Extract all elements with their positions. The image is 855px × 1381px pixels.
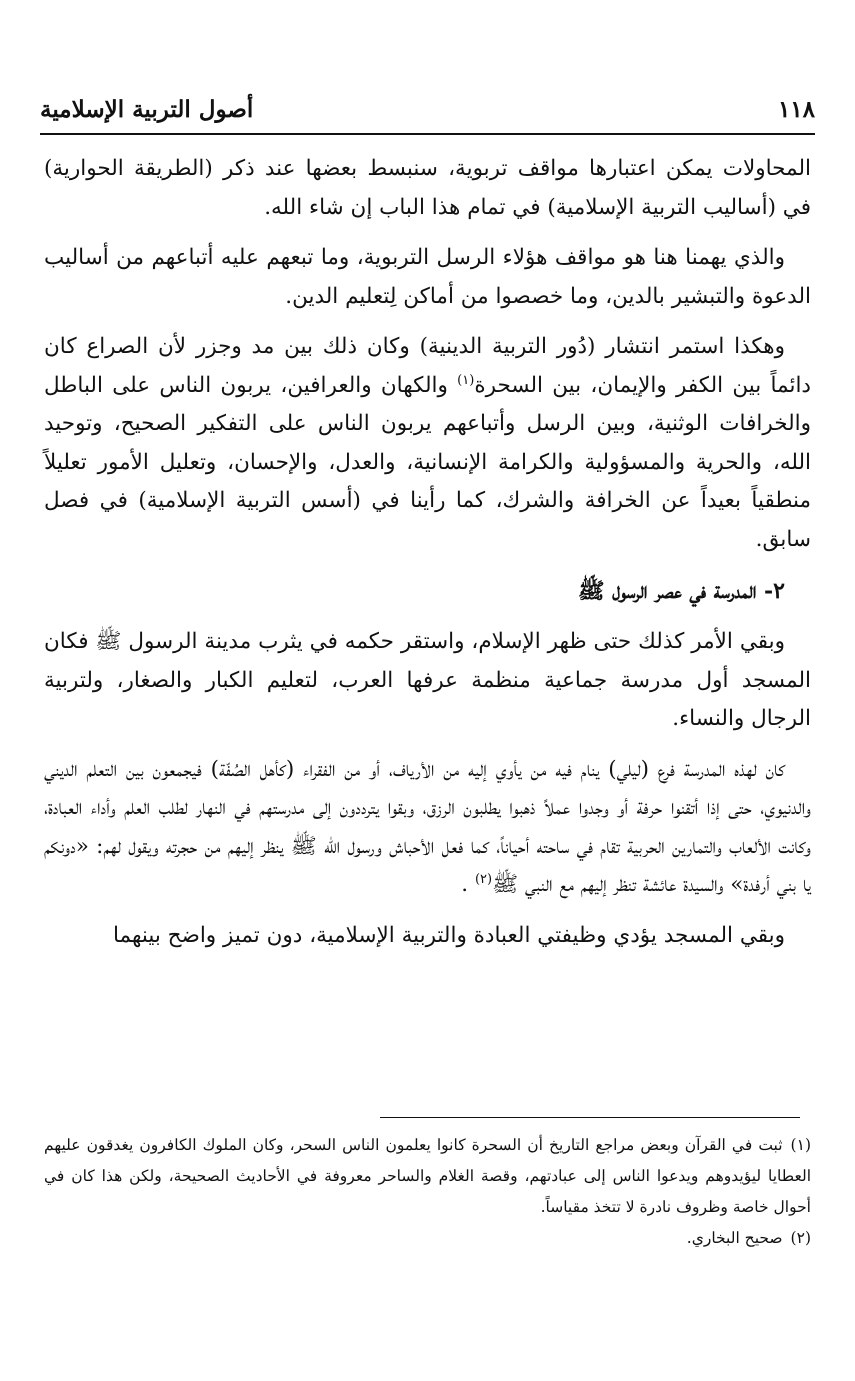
footnote-ref-2[interactable]: (٢) <box>474 871 493 887</box>
footnote-1-number: (١) <box>790 1136 811 1154</box>
footnote-ref-1[interactable]: (١) <box>457 372 475 388</box>
footnote-2-number: (٢) <box>790 1229 811 1247</box>
header-divider <box>40 133 815 135</box>
running-header <box>40 88 815 130</box>
paragraph-1: المحاولات يمكن اعتبارها مواقف تربوية، سنبسط بعضها عند ذكر (الطريقة الحوارية) في (أساليب التربية الإسلامية) في تمام هذا الباب إن شاء الله. <box>44 156 811 220</box>
footnote-2 <box>44 1223 811 1254</box>
paragraph-3-text-a: وهكذا استمر انتشار (دُور التربية الدينية) وكان ذلك بين مد وجزر لأن الصراع كان دائماً بين الكفر والإيمان، بين السحرة <box>44 334 811 398</box>
paragraph-5-text-a: كان لهذه المدرسة فرع (ليلي) ينام فيه من يأوي إليه من الأرياف، أو من الفقراء (كأهل الصُفّة) فيجمعون بين التعلم الديني والدنيوي، حتى إذا أتقنوا حرفة أو وجدوا عملاً ذهبوا يطلبون الرزق، وبقوا يترددون إلى مدرستهم في النهار لطلب العلم وأداء العبادة، وكانت الألعاب والتمارين الحربية تقام في ساحته أحياناً، كما فعل الأحباش ورسول الله ﷺ ينظر إليهم من حجرته ويقول لهم: «دونكم يا بني أرفدة» والسيدة عائشة تنظر إليهم مع النبي ﷺ <box>44 756 811 897</box>
footnote-1-text: ثبت في القرآن وبعض مراجع التاريخ أن السحرة كانوا يعلمون الناس السحر، وكان الملوك الكافرون يغدقون عليهم العطايا ليؤيدوهم ويدعوا الناس إلى عبادتهم، وقصة الغلام والساحر معروفة في الأحاديث الصحيحة، ولكن هذا كان في أحوال خاصة وظروف نادرة لا تتخذ مقياساً. <box>44 1136 811 1216</box>
main-text <box>44 150 811 967</box>
paragraph-4: وبقي الأمر كذلك حتى ظهر الإسلام، واستقر حكمه في يثرب مدينة الرسول ﷺ فكان المسجد أول مدرسة جماعية منظمة عرفها العرب، لتعليم الكبار والصغار، ولتربية الرجال والنساء. <box>44 629 811 731</box>
paragraph-5-text-b: . <box>461 872 475 897</box>
paragraph-6: وبقي المسجد يؤدي وظيفتي العبادة والتربية الإسلامية، دون تميز واضح بينهما <box>113 922 785 948</box>
paragraph-2: والذي يهمنا هنا هو مواقف هؤلاء الرسل التربوية، وما تبعهم عليه أتباعهم من أساليب الدعوة والتبشير بالدين، وما خصصوا من أماكن لِتعليم الدين. <box>44 245 811 309</box>
page-number: ١١٨ <box>777 95 815 123</box>
footnote-divider <box>380 1117 800 1118</box>
footnotes <box>44 1130 811 1254</box>
paragraph-3 <box>44 328 811 559</box>
section-heading: ٢- المدرسة في عصر الرسول ﷺ <box>578 578 785 604</box>
footnote-2-text: صحيح البخاري. <box>686 1229 783 1247</box>
footnote-1 <box>44 1130 811 1223</box>
book-title: أصول التربية الإسلامية <box>40 95 254 123</box>
paragraph-3-text-b: والكهان والعرافين، يربون الناس على الباطل والخرافات الوثنية، وبين الرسل وأتباعهم يربون الناس على التفكير الصحيح، وتوحيد الله، والحرية والمسؤولية والكرامة الإنسانية، والعدل، والإحسان، وتعليل الأمور تعليلاً منطقياً بعيداً عن الخرافة والشرك، كما رأينا في (أسس التربية الإسلامية) في فصل سابق. <box>44 372 811 552</box>
paragraph-5 <box>44 751 811 905</box>
